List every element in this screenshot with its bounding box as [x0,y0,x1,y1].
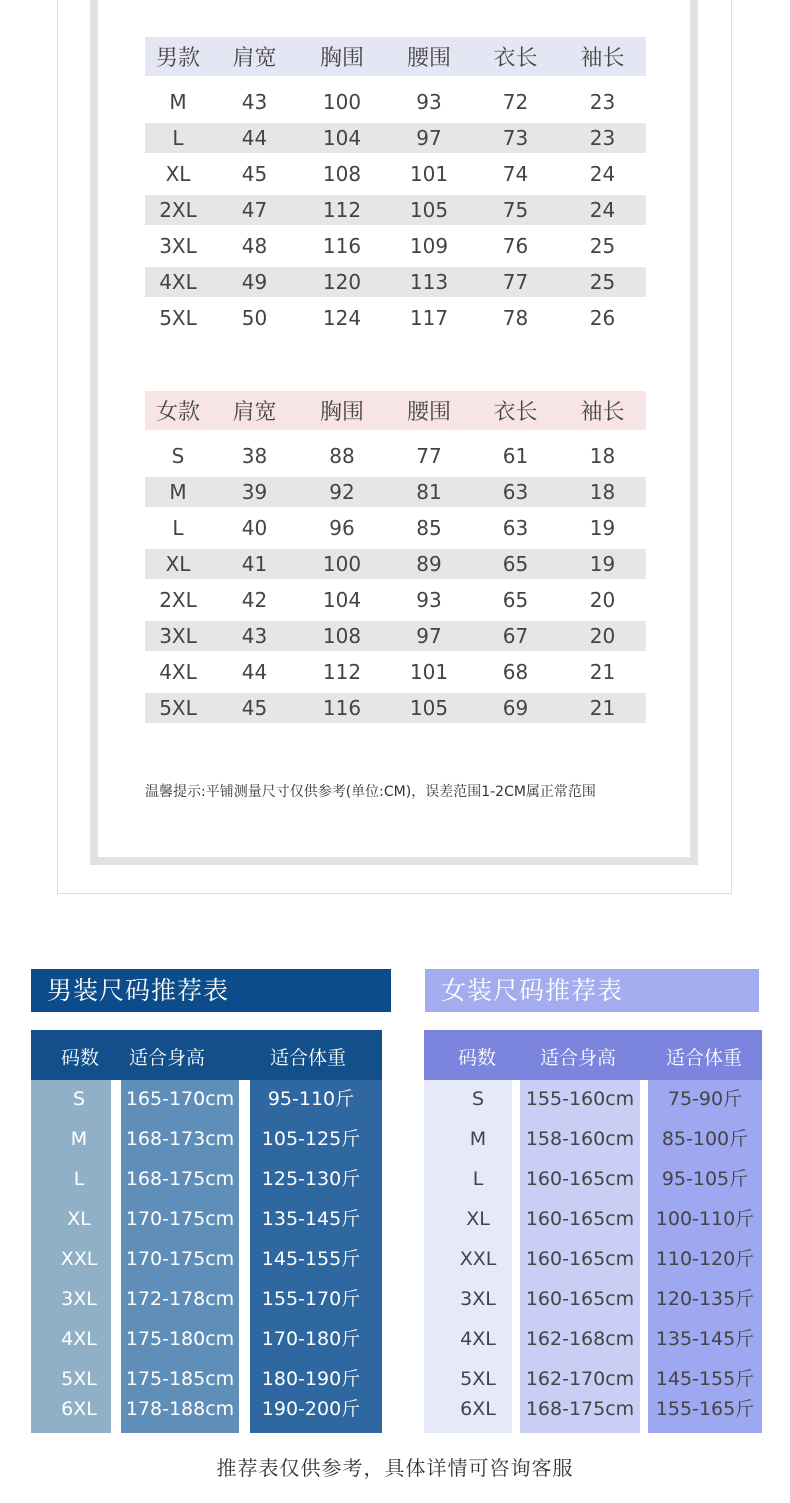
footer-note: 推荐表仅供参考，具体详情可咨询客服 [216,1456,574,1480]
men-rec-header-weight: 适合体重 [270,1047,347,1069]
women-rec-title: 女装尺码推荐表 [425,969,759,1012]
table-cell: 25 [589,234,616,258]
men_rec-cell: 3XL [61,1288,97,1310]
table-cell: 50 [241,306,268,330]
men_rec-cell: 170-175cm [125,1208,235,1230]
men_rec-cell: 6XL [61,1398,97,1420]
women_rec-cell: 162-168cm [525,1328,635,1350]
table-cell: 93 [416,90,442,114]
table-cell: 5XL [159,306,197,330]
table-row [145,477,646,507]
men_rec-cell: 190-200斤 [261,1398,361,1420]
table-cell: 105 [409,198,449,222]
table-row [145,195,646,225]
women_rec-cell: 160-165cm [525,1288,635,1310]
table-cell: 120 [322,270,362,294]
women-rec-header [424,1030,762,1080]
men_rec-cell: 125-130斤 [261,1168,361,1190]
table-cell: 45 [241,696,268,720]
table-cell: 117 [409,306,449,330]
women_spec-header-cell: 肩宽 [232,400,277,425]
women_rec-cell: 120-135斤 [655,1288,755,1310]
women_rec-cell: 75-90斤 [667,1088,743,1110]
women_rec-cell: 135-145斤 [655,1328,755,1350]
table-cell: 61 [502,444,529,468]
women_rec-cell: 160-165cm [525,1168,635,1190]
women-rec-header-size: 码数 [458,1047,497,1069]
table-cell: 2XL [159,198,197,222]
table-cell: 124 [322,306,362,330]
table-cell: 18 [589,480,616,504]
table-cell: L [172,516,184,540]
table-cell: 25 [589,270,616,294]
men_rec-cell: 4XL [61,1328,97,1350]
table-cell: 21 [589,696,616,720]
table-cell: 20 [589,588,616,612]
men_rec-cell: XL [67,1208,91,1230]
women-spec-table [145,391,646,729]
women_spec-header-cell: 胸围 [319,400,364,425]
table-cell: 75 [502,198,529,222]
women_rec-cell: S [471,1088,485,1110]
table-cell: 67 [502,624,529,648]
table-cell: 72 [502,90,529,114]
men_rec-cell: 175-180cm [125,1328,235,1350]
table-cell: 65 [502,552,529,576]
table-cell: 77 [502,270,529,294]
women-rec-header-weight: 适合体重 [666,1047,743,1069]
women_rec-cell: 155-165斤 [655,1398,755,1420]
women_rec-cell: 160-165cm [525,1208,635,1230]
men_spec-header-row [145,37,646,76]
table-row [145,585,646,615]
men_rec-cell: 168-175cm [125,1168,235,1190]
women_spec-header-cell: 女款 [155,400,200,425]
men-spec-table [145,37,646,339]
table-cell: 39 [241,480,268,504]
table-cell: 26 [589,306,616,330]
women_rec-cell: 162-170cm [525,1368,635,1390]
table-cell: 77 [416,444,442,468]
table-cell: 23 [589,126,616,150]
table-cell: 92 [329,480,355,504]
women_rec-cell: 155-160cm [525,1088,635,1110]
women_rec-cell: M [469,1128,487,1150]
table-cell: 78 [502,306,529,330]
table-cell: 19 [589,516,616,540]
table-cell: 40 [241,516,268,540]
women_rec-cell: L [472,1168,484,1190]
table-cell: 24 [589,162,616,186]
table-cell: 44 [241,660,268,684]
men_rec-cell: 172-178cm [125,1288,235,1310]
table-row [145,123,646,153]
women_rec-cell: 100-110斤 [655,1208,755,1230]
table-cell: 38 [241,444,268,468]
men_rec-cell: S [72,1088,86,1110]
table-cell: 74 [502,162,529,186]
men_rec-cell: 175-185cm [125,1368,235,1390]
men_rec-cell: 170-180斤 [261,1328,361,1350]
women_rec-cell: 6XL [460,1398,496,1420]
table-cell: 104 [322,588,362,612]
table-cell: 3XL [159,234,197,258]
women_spec-header-cell: 衣长 [493,400,538,425]
table-cell: 19 [589,552,616,576]
table-row [145,657,646,687]
men_rec-cell: 180-190斤 [261,1368,361,1390]
table-cell: M [169,90,187,114]
table-cell: 65 [502,588,529,612]
women_rec-cell: 145-155斤 [655,1368,755,1390]
men_rec-cell: XXL [60,1248,98,1270]
men_rec-cell: 105-125斤 [261,1128,361,1150]
table-row [145,621,646,651]
table-cell: 24 [589,198,616,222]
women_spec-header-cell: 袖长 [580,400,625,425]
table-cell: 63 [502,480,529,504]
table-cell: 112 [322,198,362,222]
table-row [145,693,646,723]
men_rec-cell: L [73,1168,85,1190]
men_rec-cell: M [70,1128,88,1150]
men_rec-cell: 5XL [61,1368,97,1390]
table-cell: 100 [322,90,362,114]
table-cell: 43 [241,90,268,114]
men_spec-header-cell: 衣长 [493,46,538,71]
table-cell: 116 [322,696,362,720]
table-cell: 49 [241,270,268,294]
men_rec-cell: 165-170cm [125,1088,235,1110]
men_rec-cell: 95-110斤 [267,1088,355,1110]
table-cell: S [171,444,185,468]
men-rec-header [31,1030,382,1080]
table-cell: 97 [416,624,442,648]
table-cell: 76 [502,234,529,258]
table-cell: 81 [416,480,442,504]
table-cell: 88 [329,444,355,468]
table-cell: 42 [241,588,268,612]
men_spec-header-cell: 袖长 [580,46,625,71]
men_rec-cell: 170-175cm [125,1248,235,1270]
table-cell: 73 [502,126,529,150]
table-row [145,159,646,189]
table-cell: 113 [409,270,449,294]
women_rec-cell: 95-105斤 [661,1168,749,1190]
table-row [145,267,646,297]
table-cell: 4XL [159,270,197,294]
table-cell: XL [165,162,191,186]
table-cell: 97 [416,126,442,150]
women-rec-header-height: 适合身高 [540,1047,617,1069]
table-cell: 85 [416,516,442,540]
measurement-note: 温馨提示:平铺测量尺寸仅供参考(单位:CM)，误差范围1-2CM属正常范围 [145,784,596,800]
women_spec-header-cell: 腰围 [406,400,451,425]
table-cell: 89 [416,552,442,576]
table-cell: 68 [502,660,529,684]
women_rec-cell: 4XL [460,1328,496,1350]
women_rec-cell: 5XL [460,1368,496,1390]
table-cell: 43 [241,624,268,648]
table-cell: XL [165,552,191,576]
table-cell: 45 [241,162,268,186]
table-cell: 112 [322,660,362,684]
men_rec-cell: 168-173cm [125,1128,235,1150]
men_spec-header-cell: 腰围 [406,46,451,71]
women_rec-cell: 168-175cm [525,1398,635,1420]
men-rec-header-size: 码数 [61,1047,100,1069]
men-rec-header-height: 适合身高 [129,1047,206,1069]
women_rec-cell: XXL [459,1248,497,1270]
table-cell: 48 [241,234,268,258]
women_spec-header-row [145,391,646,430]
men_rec-cell: 145-155斤 [261,1248,361,1270]
table-cell: 101 [409,162,449,186]
table-cell: 100 [322,552,362,576]
men-rec-title: 男装尺码推荐表 [31,969,391,1012]
table-cell: 41 [241,552,268,576]
table-cell: 20 [589,624,616,648]
women_rec-cell: 110-120斤 [655,1248,755,1270]
table-cell: 23 [589,90,616,114]
table-cell: 63 [502,516,529,540]
table-cell: 105 [409,696,449,720]
table-row [145,231,646,261]
table-cell: 4XL [159,660,197,684]
table-cell: 109 [409,234,449,258]
table-cell: 96 [329,516,355,540]
table-row [145,87,646,117]
table-row [145,549,646,579]
table-row [145,513,646,543]
table-cell: 2XL [159,588,197,612]
men_rec-cell: 155-170斤 [261,1288,361,1310]
table-cell: 116 [322,234,362,258]
table-cell: 101 [409,660,449,684]
men_rec-cell: 178-188cm [125,1398,235,1420]
men_rec-cell: 135-145斤 [261,1208,361,1230]
women_rec-cell: XL [466,1208,490,1230]
table-cell: L [172,126,184,150]
table-cell: 93 [416,588,442,612]
women_rec-cell: 160-165cm [525,1248,635,1270]
table-cell: 3XL [159,624,197,648]
table-cell: 44 [241,126,268,150]
table-cell: 18 [589,444,616,468]
table-cell: M [169,480,187,504]
men_spec-header-cell: 胸围 [319,46,364,71]
table-row [145,441,646,471]
table-cell: 69 [502,696,529,720]
table-row [145,303,646,333]
table-cell: 104 [322,126,362,150]
table-cell: 5XL [159,696,197,720]
table-cell: 47 [241,198,268,222]
women_rec-cell: 85-100斤 [661,1128,749,1150]
women_rec-cell: 3XL [460,1288,496,1310]
men_spec-header-cell: 男款 [155,46,200,71]
table-cell: 108 [322,624,362,648]
women_rec-cell: 158-160cm [525,1128,635,1150]
table-cell: 108 [322,162,362,186]
table-cell: 21 [589,660,616,684]
men_spec-header-cell: 肩宽 [232,46,277,71]
